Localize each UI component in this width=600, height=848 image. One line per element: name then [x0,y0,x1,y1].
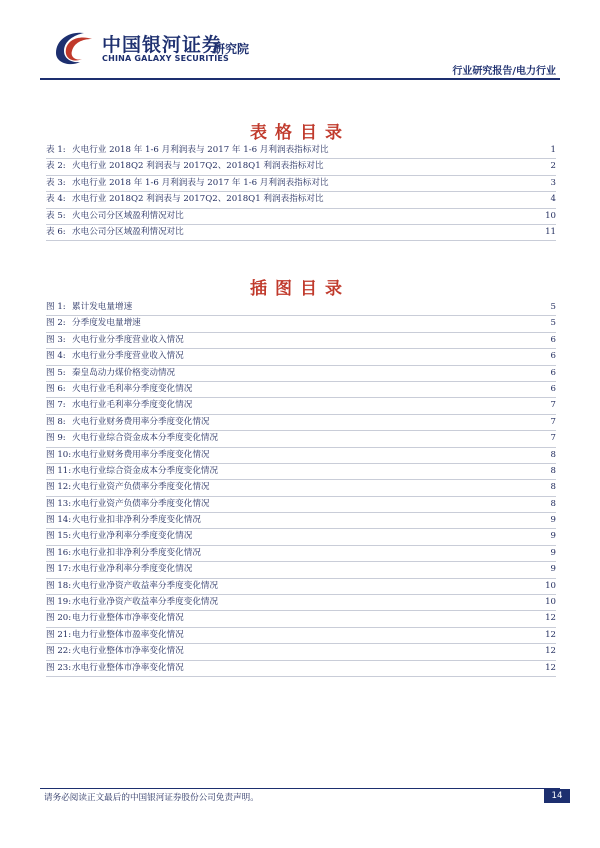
figure-toc-entry-title: 秦皇岛动力煤价格变动情况 [72,367,176,378]
figure-toc-entry-title: 电力行业整体市盈率变化情况 [72,629,184,640]
figure-toc-entry-title: 电力行业整体市净率变化情况 [72,613,184,624]
figure-toc-entry-title: 水电行业综合资金成本分季度变化情况 [72,465,219,476]
table-toc-entry-page: 10 [543,209,556,224]
table-toc-entry[interactable] [46,143,556,159]
figure-toc-entry-title: 火电行业财务费用率分季度变化情况 [72,416,210,427]
figure-toc-entry-number: 图 5: [46,367,66,378]
figure-toc-entry-title: 火电行业净资产收益率分季度变化情况 [72,580,219,591]
figure-toc-entry[interactable] [46,316,556,332]
figure-toc-entry-page: 9 [549,546,556,561]
figure-toc-entry-title: 水电行业财务费用率分季度变化情况 [72,449,210,460]
figure-toc-entry-page: 9 [549,562,556,577]
figure-toc-entry-title: 火电行业资产负债率分季度变化情况 [72,482,210,493]
figure-toc-entry-number: 图 14: [46,515,72,526]
figure-toc-entry-title: 水电行业扣非净利分季度变化情况 [72,547,201,558]
figure-toc-entry-title: 水电行业净利率分季度变化情况 [72,564,193,575]
figure-toc-entry[interactable] [46,464,556,480]
research-institute-label: 研究院 [213,42,250,56]
figure-toc-entry-page: 6 [549,333,556,348]
table-toc-entry-title: 火电行业 2018Q2 利润表与 2017Q2、2018Q1 利润表指标对比 [72,161,324,172]
figure-toc-entry-number: 图 19: [46,597,72,608]
figure-toc-entry-number: 图 17: [46,564,72,575]
table-toc-entry-title: 水电行业 2018 年 1-6 月利润表与 2017 年 1-6 月利润表指标对比 [72,177,329,188]
figure-toc-entry[interactable] [46,579,556,595]
table-toc-entry-page: 3 [549,176,556,191]
figure-toc-entry[interactable] [46,513,556,529]
figure-toc-entry-number: 图 8: [46,416,66,427]
figure-toc-entry-page: 8 [549,464,556,479]
figure-toc-entry[interactable] [46,628,556,644]
figure-toc-entry-number: 图 1: [46,302,66,312]
figure-toc-entry-number: 图 6: [46,383,66,394]
figure-toc-entry-title: 火电行业毛利率分季度变化情况 [72,383,193,394]
table-toc-entry-title: 水电行业 2018Q2 利润表与 2017Q2、2018Q1 利润表指标对比 [72,194,324,205]
figure-toc-entry-page: 7 [549,398,556,413]
figure-toc-entry-number: 图 2: [46,318,66,329]
figure-toc-entry-number: 图 21: [46,629,72,640]
figure-toc-entry-number: 图 12: [46,482,72,493]
table-toc-entry-title: 火电行业 2018 年 1-6 月利润表与 2017 年 1-6 月利润表指标对比 [72,145,329,155]
table-toc-entry-page: 2 [549,159,556,174]
figure-toc-entry-title: 水电行业毛利率分季度变化情况 [72,400,193,411]
brand-name-en: CHINA GALAXY SECURITIES [102,54,229,63]
figure-toc-entry[interactable] [46,349,556,365]
figure-toc-entry-page: 5 [549,300,556,315]
figure-toc-entry-number: 图 13: [46,498,72,509]
figure-toc-entry[interactable] [46,366,556,382]
figures-toc-title: 插图目录 [250,279,350,299]
figure-toc-entry-title: 火电行业净利率分季度变化情况 [72,531,193,542]
figure-toc-entry-title: 水电行业资产负债率分季度变化情况 [72,498,210,509]
table-toc-entry[interactable] [46,225,556,241]
figure-toc-entry[interactable] [46,333,556,349]
figure-toc-entry[interactable] [46,398,556,414]
table-toc-entry-number: 表 3: [46,177,66,188]
figure-toc-entry-page: 5 [549,316,556,331]
figure-toc-entry-page: 8 [549,448,556,463]
table-toc-entry-number: 表 1: [46,145,66,155]
figure-toc-entry-title: 水电行业整体市净率变化情况 [72,662,184,673]
table-toc-entry[interactable] [46,159,556,175]
figure-toc-entry-number: 图 7: [46,400,66,411]
figure-toc-entry-number: 图 18: [46,580,72,591]
figure-toc-entry-page: 6 [549,382,556,397]
figure-toc-entry-page: 8 [549,480,556,495]
figure-toc-entry-page: 7 [549,431,556,446]
figure-toc-entry-number: 图 4: [46,351,66,362]
figure-toc-entry-page: 12 [543,628,556,643]
figures-toc-list [46,300,556,677]
figure-toc-entry-title: 分季度发电量增速 [72,318,141,329]
table-toc-entry-page: 4 [549,192,556,207]
figure-toc-entry-number: 图 3: [46,334,66,345]
figure-toc-entry[interactable] [46,611,556,627]
table-toc-entry-number: 表 5: [46,210,66,221]
figure-toc-entry-number: 图 9: [46,433,66,444]
figure-toc-entry-number: 图 22: [46,646,72,657]
figure-toc-entry-page: 6 [549,349,556,364]
figure-toc-entry[interactable] [46,480,556,496]
figure-toc-entry-page: 12 [543,644,556,659]
figure-toc-entry-title: 火电行业整体市净率变化情况 [72,646,184,657]
figure-toc-entry-page: 9 [549,513,556,528]
figure-toc-entry-number: 图 15: [46,531,72,542]
figure-toc-entry[interactable] [46,562,556,578]
footer-disclaimer: 请务必阅读正文最后的中国银河证券股份公司免责声明。 [44,793,259,803]
galaxy-logo-icon [52,29,96,67]
table-toc-entry-title: 水电公司分区域盈利情况对比 [72,226,184,237]
figure-toc-entry-page: 10 [543,579,556,594]
figure-toc-entry-page: 12 [543,661,556,676]
figure-toc-entry-title: 火电行业分季度营业收入情况 [72,334,184,345]
figure-toc-entry-number: 图 16: [46,547,72,558]
figure-toc-entry-title: 水电行业净资产收益率分季度变化情况 [72,597,219,608]
figure-toc-entry-number: 图 20: [46,613,72,624]
figure-toc-entry-title: 水电行业分季度营业收入情况 [72,351,184,362]
figure-toc-entry[interactable] [46,415,556,431]
tables-toc-list [46,143,556,241]
figure-toc-entry[interactable] [46,300,556,316]
figure-toc-entry-title: 火电行业综合资金成本分季度变化情况 [72,433,219,444]
figure-toc-entry[interactable] [46,661,556,677]
table-toc-entry-page: 1 [549,143,556,158]
figure-toc-entry-title: 火电行业扣非净利分季度变化情况 [72,515,201,526]
figure-toc-entry[interactable] [46,529,556,545]
figure-toc-entry-number: 图 23: [46,662,72,673]
page-number: 14 [544,789,570,803]
figure-toc-entry-title: 累计发电量增速 [72,302,133,312]
table-toc-entry[interactable] [46,192,556,208]
figure-toc-entry[interactable] [46,644,556,660]
brand-name-cn: 中国银河证券 [102,34,223,56]
figure-toc-entry-page: 6 [549,366,556,381]
figure-toc-entry[interactable] [46,497,556,513]
figure-toc-entry[interactable] [46,431,556,447]
figure-toc-entry-page: 7 [549,415,556,430]
header-divider [40,78,560,80]
figure-toc-entry-number: 图 11: [46,465,72,476]
figure-toc-entry-page: 10 [543,595,556,610]
figure-toc-entry-number: 图 10: [46,449,72,460]
figure-toc-entry[interactable] [46,448,556,464]
table-toc-entry-title: 火电公司分区域盈利情况对比 [72,210,184,221]
figure-toc-entry[interactable] [46,382,556,398]
report-type: 行业研究报告/电力行业 [452,66,556,77]
table-toc-entry-number: 表 6: [46,226,66,237]
figure-toc-entry-page: 12 [543,611,556,626]
figure-toc-entry-page: 8 [549,497,556,512]
figure-toc-entry[interactable] [46,546,556,562]
page-header [0,0,600,82]
table-toc-entry[interactable] [46,176,556,192]
table-toc-entry-number: 表 4: [46,194,66,205]
table-toc-entry-page: 11 [543,225,556,240]
tables-toc-title: 表格目录 [250,123,350,143]
footer-divider [40,788,560,789]
table-toc-entry[interactable] [46,209,556,225]
figure-toc-entry[interactable] [46,595,556,611]
table-toc-entry-number: 表 2: [46,161,66,172]
figure-toc-entry-page: 9 [549,529,556,544]
